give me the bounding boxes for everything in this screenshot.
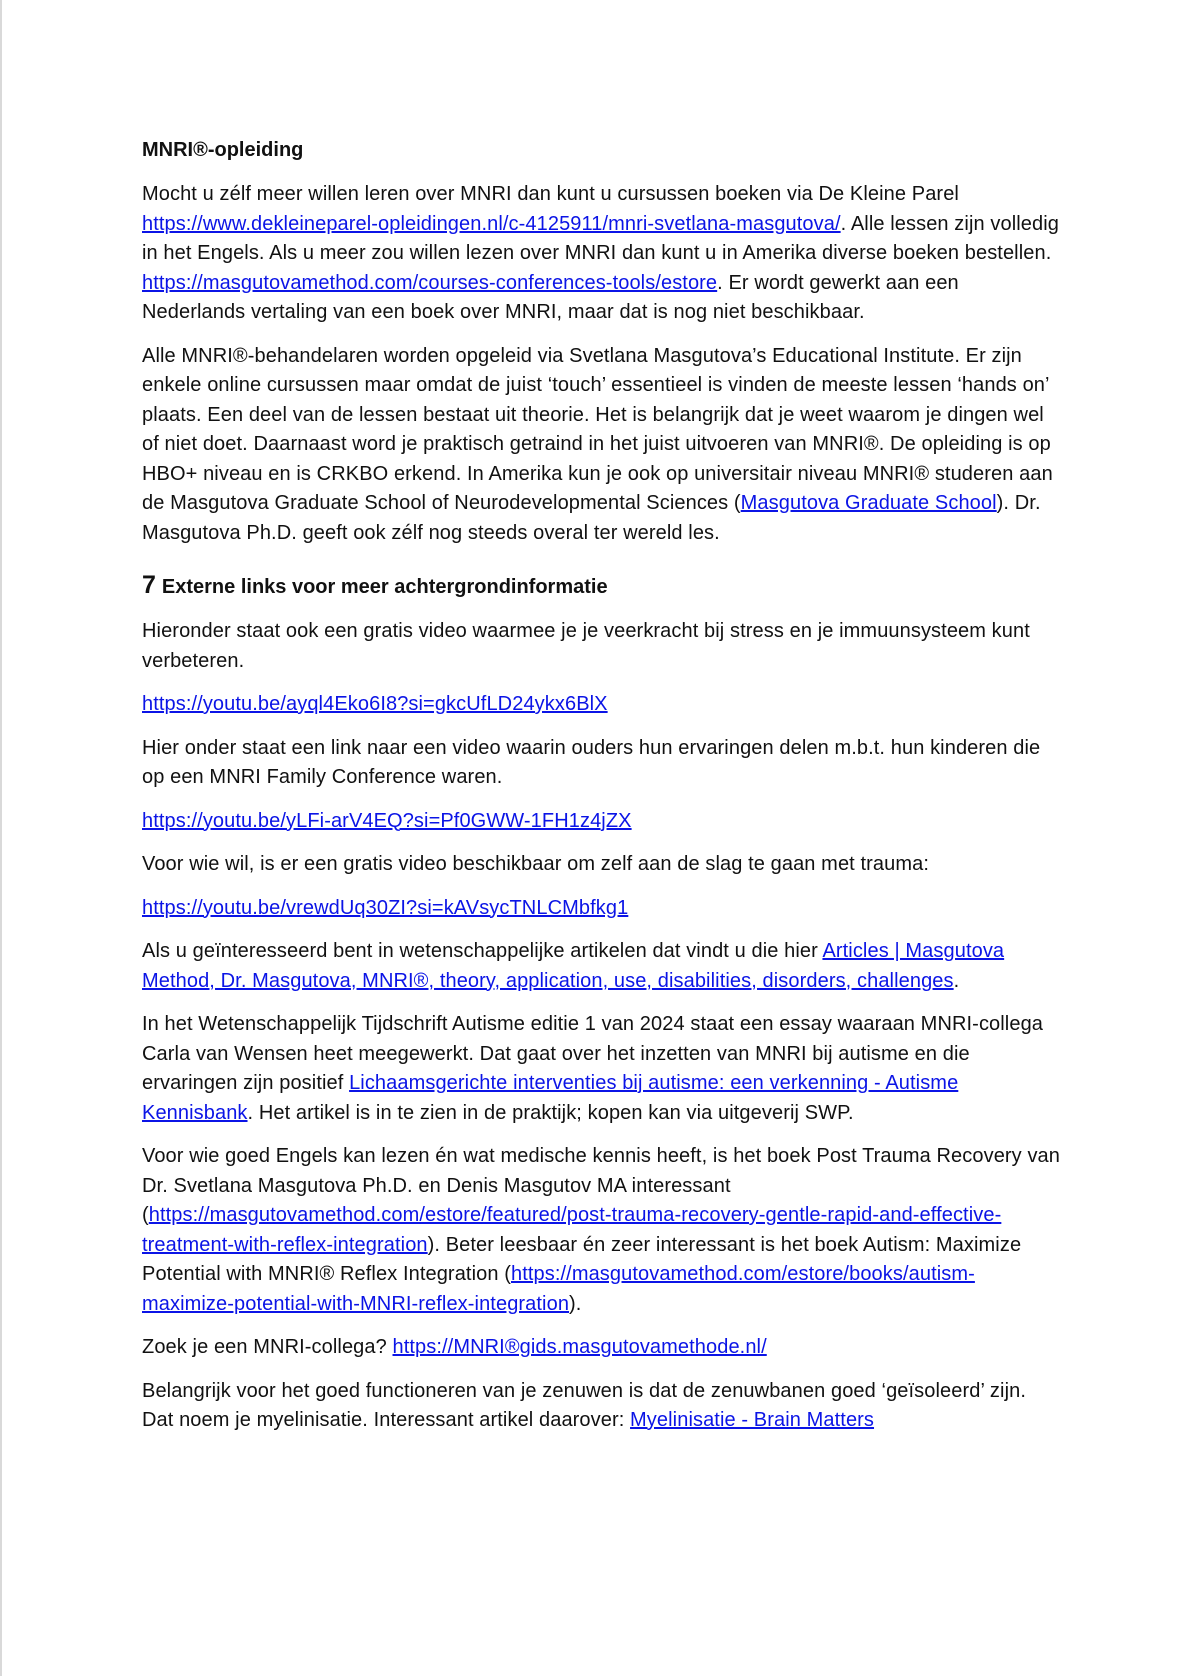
paragraph-colleague	[142, 1333, 1062, 1363]
heading-text: MNRI®-opleiding	[142, 139, 304, 161]
paragraph-text: Voor wie goed Engels kan lezen én wat medische kennis heeft, is het boek Post Trauma Recovery van Dr. Svetlana Masgutova Ph.D. en Denis Masgutov MA interessant (	[142, 1145, 1060, 1226]
link-video-1[interactable]: https://youtu.be/ayql4Eko6I8?si=gkcUfLD24ykx6BlX	[142, 693, 608, 715]
paragraph-video1	[142, 690, 1062, 720]
heading-text: Externe links voor meer achtergrondinformatie	[161, 576, 608, 598]
link-mnri-gids[interactable]: https://MNRI®gids.masgutovamethode.nl/	[392, 1336, 767, 1358]
link-autisme-kennisbank[interactable]: Lichaamsgerichte interventies bij autisme: een verkenning - Autisme Kennisbank	[142, 1072, 959, 1124]
paragraph-video2	[142, 807, 1062, 837]
paragraph-text: Belangrijk voor het goed functioneren van je zenuwen is dat de zenuwbanen goed ‘geïsoleerd’ zijn. Dat noem je myelinisatie. Interessant artikel daarover:	[142, 1379, 1026, 1431]
link-post-trauma-recovery[interactable]: https://masgutovamethod.com/estore/featured/post-trauma-recovery-gentle-rapid-and-effective-treatment-with-reflex-integration	[142, 1204, 1002, 1256]
section-heading-externe-links	[142, 570, 1062, 602]
paragraph-text: ). Dr. Masgutova Ph.D. geeft ook zélf nog steeds overal ter wereld les.	[142, 492, 1041, 544]
paragraph-text: Alle MNRI®-behandelaren worden opgeleid via Svetlana Masgutova’s Educational Institute. Er zijn enkele online cursussen maar omdat de juist ‘touch’ essentieel is vinden de meeste lessen ‘hands on’ plaats. Een deel van de lessen bestaat uit theorie. Het is belangrijk dat je weet waarom je dingen wel of niet doet. Daarnaast word je praktisch getraind in het juist uitvoeren van MNRI®. De opleiding is op HBO+ niveau en is CRKBO erkend. In Amerika kun je ook op universitair niveau MNRI® studeren aan de Masgutova Graduate School of Neurodevelopmental Sciences (	[142, 344, 1053, 514]
paragraph-text: ).	[569, 1292, 582, 1315]
paragraph-text: In het Wetenschappelijk Tijdschrift Autisme editie 1 van 2024 staat een essay waaraan MNRI-collega Carla van Wensen heet meegewerkt. Dat gaat over het inzetten van MNRI bij autisme en die ervaringen zijn positief	[142, 1013, 1044, 1094]
paragraph-text: . Alle lessen zijn volledig in het Engels. Als u meer zou willen lezen over MNRI dan kunt u in Amerika diverse boeken bestellen.	[142, 212, 1059, 264]
link-articles[interactable]: Articles | Masgutova Method, Dr. Masgutova, MNRI®, theory, application, use, disabilities, disorders, challenges	[142, 940, 1005, 992]
link-dekleineparel[interactable]: https://www.dekleineparel-opleidingen.nl/c-4125911/mnri-svetlana-masgutova/	[142, 212, 841, 235]
paragraph-behandelaren	[142, 342, 1062, 549]
paragraph-autisme	[142, 1010, 1062, 1128]
paragraph-video2-intro: Hier onder staat een link naar een video waarin ouders hun ervaringen delen m.b.t. hun kinderen die op een MNRI Family Conference waren.	[142, 736, 1041, 788]
paragraph-text: . Er wordt gewerkt aan een Nederlands vertaling van een boek over MNRI, maar dat is nog niet beschikbaar.	[142, 271, 959, 323]
paragraph-text: .	[953, 969, 960, 992]
paragraph-text: . Het artikel is in te zien in de praktijk; kopen kan via uitgeverij SWP.	[247, 1101, 854, 1124]
link-autism-maximize[interactable]: https://masgutovamethod.com/estore/books/autism-maximize-potential-with-MNRI-reflex-integration	[142, 1263, 975, 1315]
link-estore[interactable]: https://masgutovamethod.com/courses-conferences-tools/estore	[142, 271, 718, 294]
paragraph-text: Mocht u zélf meer willen leren over MNRI dan kunt u cursussen boeken via De Kleine Parel	[142, 183, 959, 205]
link-video-3[interactable]: https://youtu.be/vrewdUq30ZI?si=kAVsycTNLCMbfkg1	[142, 896, 629, 919]
paragraph-text: Zoek je een MNRI-collega?	[142, 1336, 393, 1358]
paragraph-articles	[142, 937, 1062, 996]
paragraph-text: ). Beter leesbaar én zeer interessant is het boek Autism: Maximize Potential with MNRI® Reflex Integration (	[142, 1233, 1022, 1285]
paragraph-myelinisatie	[142, 1377, 1062, 1436]
section-number: 7	[142, 571, 156, 599]
document-page	[142, 135, 1062, 1450]
paragraph-video-intro: Hieronder staat ook een gratis video waarmee je je veerkracht bij stress en je immuunsysteem kunt verbeteren.	[142, 620, 1030, 672]
paragraph-books	[142, 1142, 1062, 1319]
link-brain-matters[interactable]: Myelinisatie - Brain Matters	[630, 1409, 875, 1431]
paragraph-video3-intro: Voor wie wil, is er een gratis video beschikbaar om zelf aan de slag te gaan met trauma:	[142, 853, 929, 875]
link-graduate-school[interactable]: Masgutova Graduate School	[740, 492, 997, 514]
paragraph-text: Als u geïnteresseerd bent in wetenschappelijke artikelen dat vindt u die hier	[142, 940, 823, 962]
page-edge	[0, 0, 2, 1676]
paragraph-cursussen	[142, 180, 1062, 328]
paragraph-video3	[142, 894, 1062, 924]
section-heading-mnri-opleiding	[142, 135, 1062, 165]
link-video-2[interactable]: https://youtu.be/yLFi-arV4EQ?si=Pf0GWW-1FH1z4jZX	[142, 809, 632, 832]
